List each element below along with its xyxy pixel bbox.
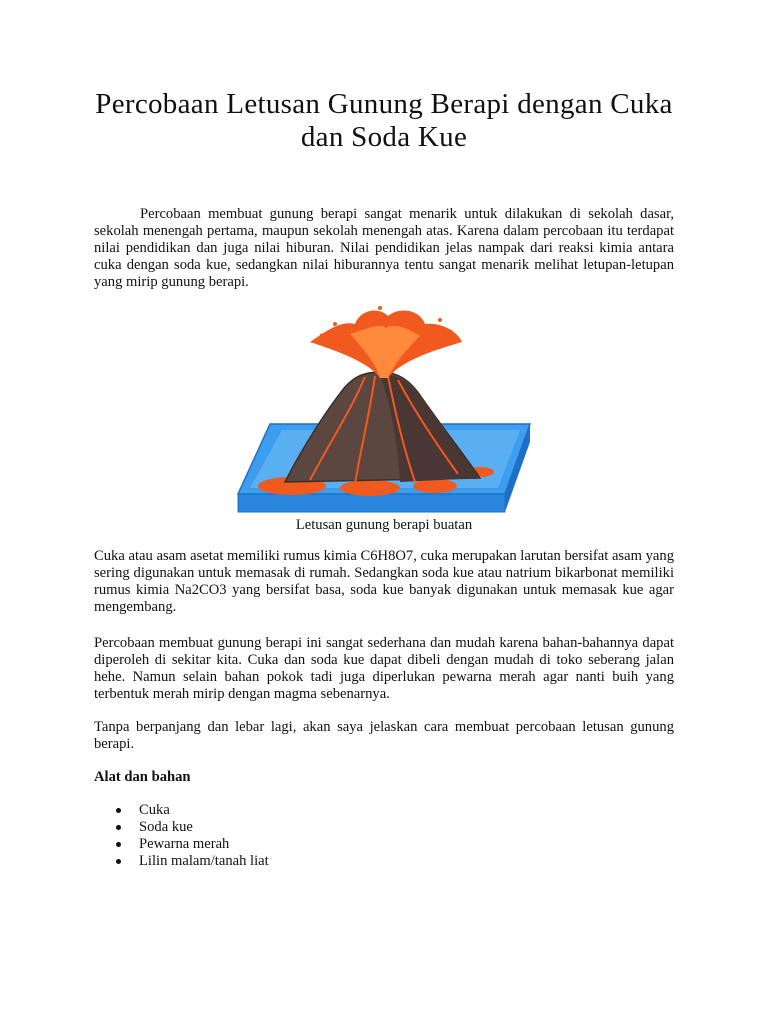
tray-front bbox=[238, 494, 505, 512]
lava-pool-center bbox=[340, 480, 400, 496]
paragraph-materials: Percobaan membuat gunung berapi ini sangat sederhana dan mudah karena bahan-bahannya dapat diperoleh di sekitar kita. Cuka dan soda kue dapat dibeli dengan mudah di toko seberang jalan hehe. Namun selain bahan pokok tadi juga diperlukan pewarna merah agar nanti buih yang terbentuk merah mirip dengan magma sebenarnya. bbox=[94, 635, 674, 702]
list-item: Lilin malam/tanah liat bbox=[94, 853, 269, 870]
paragraph-chemistry: Cuka atau asam asetat memiliki rumus kimia C6H8O7, cuka merupakan larutan bersifat asam yang sering digunakan untuk memasak di rumah. Sedangkan soda kue atau natrium bikarbonat memiliki rumus kimia Na2CO3 yang bersifat basa, soda kue banyak digunakan untuk memasak kue agar mengembang. bbox=[94, 548, 674, 615]
materials-list bbox=[94, 802, 269, 870]
materials-heading: Alat dan bahan bbox=[94, 769, 191, 785]
bullet-icon bbox=[116, 808, 121, 813]
list-item: Cuka bbox=[94, 802, 269, 819]
volcano-illustration bbox=[230, 302, 538, 514]
paragraph-transition: Tanpa berpanjang dan lebar lagi, akan saya jelaskan cara membuat percobaan letusan gunung berapi. bbox=[94, 719, 674, 752]
bullet-icon bbox=[116, 825, 121, 830]
bullet-icon bbox=[116, 842, 121, 847]
list-item: Pewarna merah bbox=[94, 836, 269, 853]
figure-caption: Letusan gunung berapi buatan bbox=[295, 517, 473, 533]
bullet-icon bbox=[116, 859, 121, 864]
lava-pool-right bbox=[413, 479, 457, 493]
list-item: Soda kue bbox=[94, 819, 269, 836]
intro-paragraph: Percobaan membuat gunung berapi sangat menarik untuk dilakukan di sekolah dasar, sekolah menengah pertama, maupun sekolah menengah atas. Karena dalam percobaan itu terdapat nilai pendidikan dan juga nilai hiburan. Nilai pendidikan jelas nampak dari reaksi kimia antara cuka dengan soda kue, sedangkan nilai hiburannya tentu sangat menarik melihat letupan-letupan yang mirip gunung berapi. bbox=[94, 206, 674, 290]
page-title: Percobaan Letusan Gunung Berapi dengan Cuka dan Soda Kue bbox=[95, 88, 673, 153]
